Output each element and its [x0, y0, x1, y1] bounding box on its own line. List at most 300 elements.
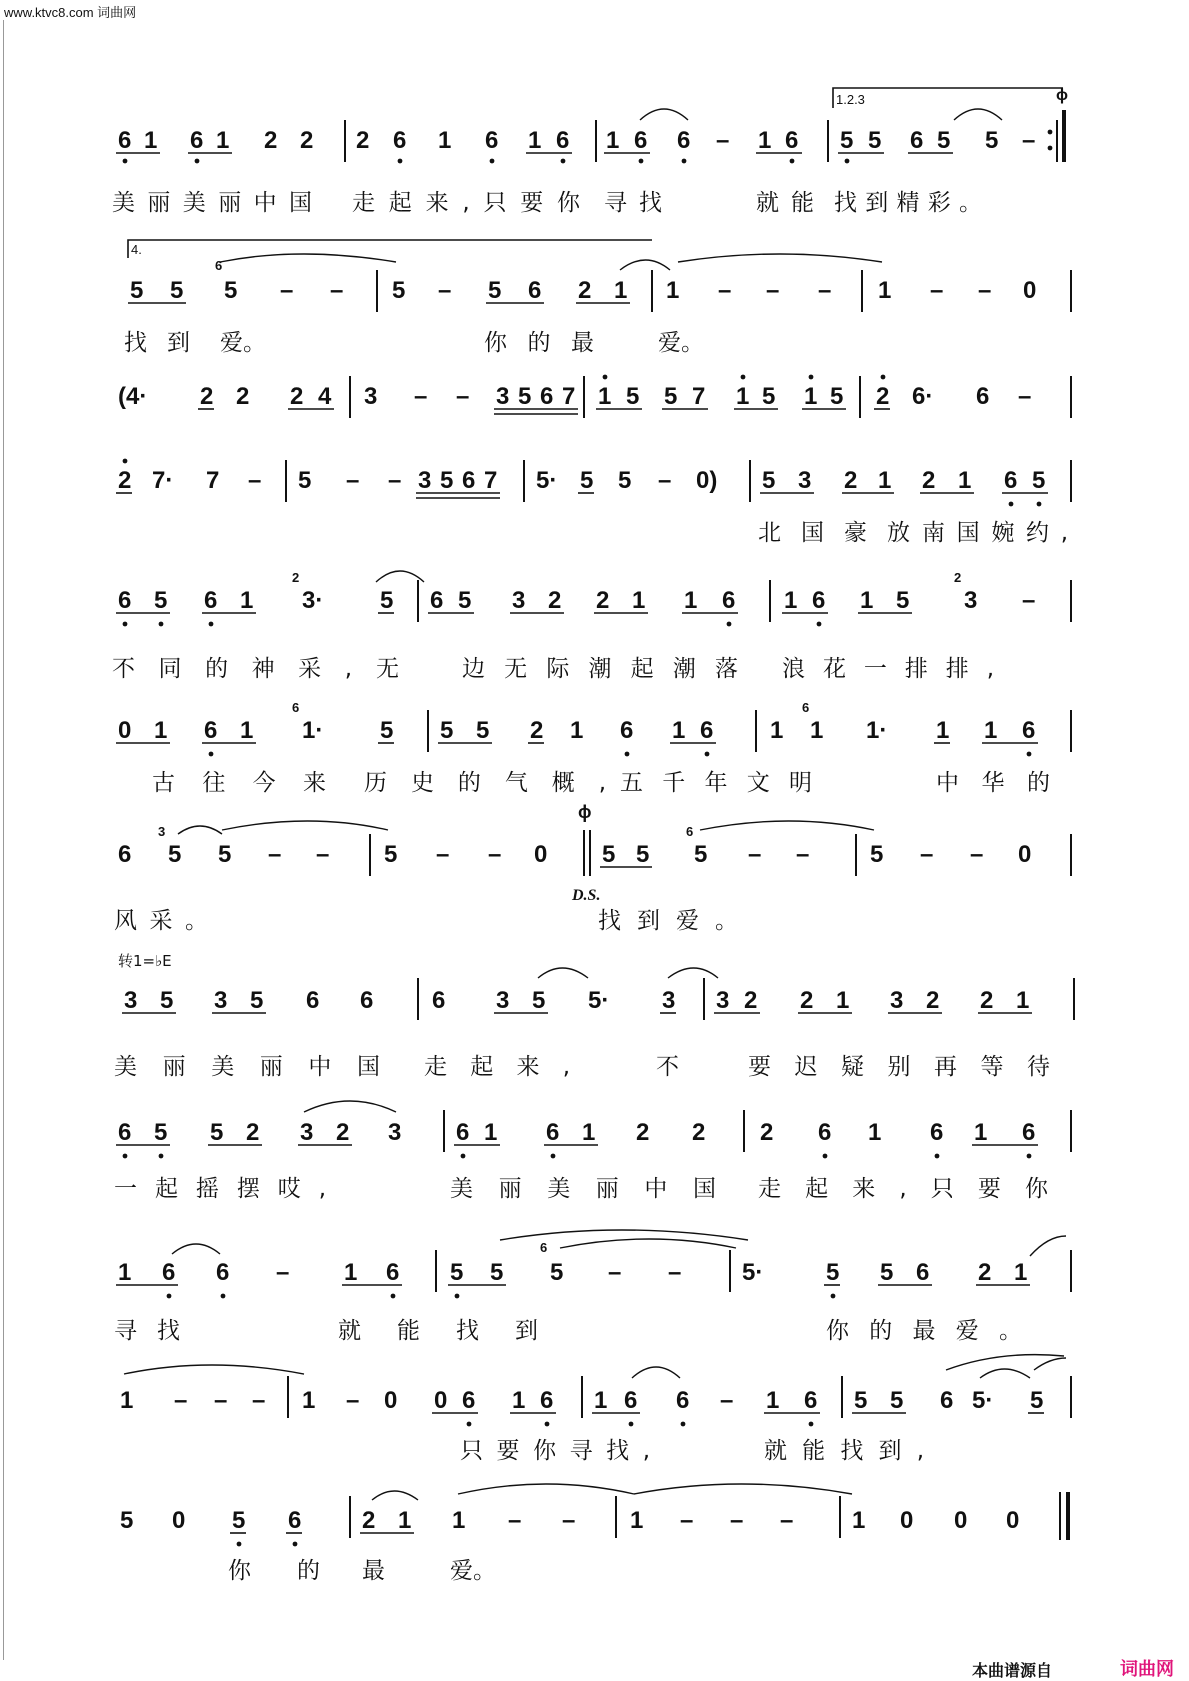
- svg-text:1: 1: [632, 587, 646, 614]
- svg-text:1: 1: [154, 717, 168, 744]
- svg-text:–: –: [562, 1507, 576, 1534]
- lyric: 只要你寻找,: [460, 1438, 650, 1464]
- score-line-7: [114, 802, 1071, 934]
- svg-text:1: 1: [582, 1119, 596, 1146]
- svg-text:6: 6: [624, 1387, 638, 1414]
- svg-text:–: –: [488, 841, 502, 868]
- svg-text:3: 3: [364, 383, 378, 410]
- lyric: 你的: [228, 1558, 320, 1584]
- svg-text:5: 5: [120, 1507, 134, 1534]
- svg-text:1: 1: [758, 127, 772, 154]
- svg-text:5: 5: [550, 1259, 564, 1286]
- svg-text:–: –: [346, 1387, 360, 1414]
- svg-text:5: 5: [1030, 1387, 1044, 1414]
- svg-text:5: 5: [985, 127, 999, 154]
- svg-text:0: 0: [954, 1507, 968, 1534]
- svg-text:6: 6: [546, 1119, 560, 1146]
- svg-text:1: 1: [860, 587, 874, 614]
- svg-text:1: 1: [484, 1119, 498, 1146]
- svg-text:0: 0: [900, 1507, 914, 1534]
- svg-text:–: –: [1022, 127, 1036, 154]
- svg-text:6: 6: [292, 700, 300, 715]
- svg-text:5: 5: [154, 1119, 168, 1146]
- svg-text:–: –: [316, 841, 330, 868]
- lyric: 美丽美丽中国: [450, 1176, 716, 1202]
- svg-text:1: 1: [836, 987, 850, 1014]
- svg-text:–: –: [930, 277, 944, 304]
- svg-text:–: –: [608, 1259, 622, 1286]
- svg-text:5: 5: [618, 467, 632, 494]
- svg-text:6: 6: [204, 717, 218, 744]
- svg-text:5: 5: [440, 717, 454, 744]
- lyric: 中华的: [936, 770, 1050, 796]
- svg-text:–: –: [268, 841, 282, 868]
- score-line-12: [120, 1484, 1068, 1584]
- svg-text:6: 6: [540, 383, 554, 410]
- svg-text:5: 5: [854, 1387, 868, 1414]
- coda-mark: ɸ: [578, 802, 592, 822]
- svg-text:5: 5: [170, 277, 184, 304]
- svg-text:–: –: [668, 1259, 682, 1286]
- svg-text:3: 3: [512, 587, 526, 614]
- svg-text:5: 5: [518, 383, 532, 410]
- volta-bracket: [833, 88, 1063, 108]
- lyric: 爱。: [658, 330, 704, 356]
- svg-text:–: –: [414, 383, 428, 410]
- lyric: 一起摇摆哎,: [114, 1176, 326, 1202]
- lyric: 最: [362, 1558, 385, 1584]
- lyric: 要迟疑别再等待: [748, 1054, 1050, 1080]
- score-line-3: [118, 375, 1071, 418]
- svg-text:2: 2: [800, 987, 814, 1014]
- svg-text:6: 6: [804, 1387, 818, 1414]
- svg-text:1: 1: [512, 1387, 526, 1414]
- svg-text:–: –: [438, 277, 452, 304]
- svg-text:–: –: [970, 841, 984, 868]
- lyric: 找到爱。: [598, 908, 738, 934]
- svg-text:2: 2: [200, 383, 214, 410]
- score-line-8: [114, 968, 1074, 1080]
- svg-text:2: 2: [246, 1119, 260, 1146]
- svg-text:2: 2: [530, 717, 544, 744]
- lyric: 找到精彩。: [834, 190, 982, 216]
- svg-text:–: –: [214, 1387, 228, 1414]
- svg-text:1: 1: [984, 717, 998, 744]
- svg-text:6: 6: [722, 587, 736, 614]
- svg-text:5: 5: [826, 1259, 840, 1286]
- svg-text:5: 5: [1032, 467, 1046, 494]
- svg-text:2: 2: [978, 1259, 992, 1286]
- svg-text:1: 1: [302, 1387, 316, 1414]
- svg-text:1: 1: [144, 127, 158, 154]
- svg-text:5: 5: [224, 277, 238, 304]
- ds-mark: D.S.: [572, 887, 601, 904]
- score-line-5: [112, 570, 1071, 682]
- score-line-4: [116, 459, 1071, 546]
- lyric: 无: [376, 656, 399, 682]
- svg-text:5: 5: [762, 383, 776, 410]
- svg-text:5: 5: [168, 841, 182, 868]
- svg-text:1: 1: [958, 467, 972, 494]
- svg-text:6: 6: [700, 717, 714, 744]
- lyric: 你的最爱。: [826, 1318, 1022, 1344]
- svg-text:–: –: [718, 277, 732, 304]
- svg-text:5·: 5·: [742, 1259, 764, 1286]
- svg-text:5: 5: [870, 841, 884, 868]
- svg-text:1: 1: [770, 717, 784, 744]
- svg-text:6: 6: [634, 127, 648, 154]
- svg-text:–: –: [720, 1387, 734, 1414]
- lyric: 走起来,: [424, 1054, 570, 1080]
- svg-text:0): 0): [696, 467, 718, 494]
- svg-text:6: 6: [190, 127, 204, 154]
- svg-text:6·: 6·: [912, 383, 934, 410]
- svg-text:3: 3: [214, 987, 228, 1014]
- lyric: 北国豪放: [758, 520, 910, 546]
- svg-text:5: 5: [762, 467, 776, 494]
- svg-text:3: 3: [798, 467, 812, 494]
- svg-text:6: 6: [462, 1387, 476, 1414]
- lyric: 寻找: [604, 190, 662, 216]
- source-footer: 本曲谱源自: [972, 1661, 1053, 1680]
- svg-text:1: 1: [736, 383, 750, 410]
- svg-text:6: 6: [940, 1387, 954, 1414]
- svg-text:1: 1: [1016, 987, 1030, 1014]
- svg-text:1: 1: [240, 717, 254, 744]
- lyric: 不同的神采,: [112, 656, 352, 682]
- svg-text:6: 6: [976, 383, 990, 410]
- svg-text:–: –: [1022, 587, 1036, 614]
- score-line-9: [114, 1101, 1071, 1202]
- score-line-2: [124, 240, 1071, 356]
- svg-text:3: 3: [496, 383, 510, 410]
- svg-text:1: 1: [594, 1387, 608, 1414]
- svg-text:6: 6: [676, 1387, 690, 1414]
- svg-text:6: 6: [1022, 717, 1036, 744]
- lyric: 古往今来: [152, 770, 326, 796]
- svg-text:2: 2: [596, 587, 610, 614]
- svg-text:–: –: [680, 1507, 694, 1534]
- svg-text:1: 1: [598, 383, 612, 410]
- svg-text:3: 3: [300, 1119, 314, 1146]
- site-logo: 词曲网: [1120, 1659, 1174, 1680]
- score-line-10: [114, 1230, 1071, 1344]
- svg-text:5: 5: [580, 467, 594, 494]
- svg-text:1: 1: [666, 277, 680, 304]
- svg-text:5: 5: [392, 277, 406, 304]
- svg-text:6: 6: [118, 841, 132, 868]
- svg-text:6: 6: [540, 1387, 554, 1414]
- svg-text:5: 5: [380, 587, 394, 614]
- svg-text:5: 5: [154, 587, 168, 614]
- svg-text:5: 5: [440, 467, 454, 494]
- svg-text:2: 2: [236, 383, 250, 410]
- svg-text:0: 0: [172, 1507, 186, 1534]
- lyric: 风采。: [114, 908, 208, 934]
- score-line-1: [112, 87, 1068, 216]
- svg-text:3: 3: [388, 1119, 402, 1146]
- svg-text:2: 2: [980, 987, 994, 1014]
- svg-text:–: –: [248, 467, 262, 494]
- svg-text:6: 6: [288, 1507, 302, 1534]
- lyric: 边无际潮起潮落: [462, 656, 738, 682]
- svg-text:6: 6: [540, 1240, 548, 1255]
- svg-text:0: 0: [434, 1387, 448, 1414]
- lyric: 就能: [756, 190, 814, 216]
- svg-text:5: 5: [890, 1387, 904, 1414]
- svg-text:0: 0: [1006, 1507, 1020, 1534]
- svg-text:3: 3: [890, 987, 904, 1014]
- svg-text:–: –: [508, 1507, 522, 1534]
- svg-text:2: 2: [578, 277, 592, 304]
- svg-text:5·: 5·: [588, 987, 610, 1014]
- svg-text:–: –: [330, 277, 344, 304]
- svg-text:5: 5: [896, 587, 910, 614]
- lyric: 美丽美丽中国: [114, 1054, 380, 1080]
- svg-text:6: 6: [162, 1259, 176, 1286]
- lyric: 南国婉约,: [922, 520, 1068, 546]
- svg-text:1: 1: [344, 1259, 358, 1286]
- svg-text:2: 2: [744, 987, 758, 1014]
- svg-text:6: 6: [306, 987, 320, 1014]
- svg-text:1: 1: [804, 383, 818, 410]
- svg-text:2: 2: [692, 1119, 706, 1146]
- svg-text:5: 5: [450, 1259, 464, 1286]
- svg-text:6: 6: [910, 127, 924, 154]
- svg-text:5: 5: [298, 467, 312, 494]
- svg-text:–: –: [388, 467, 402, 494]
- svg-text:5: 5: [937, 127, 951, 154]
- svg-text:–: –: [456, 383, 470, 410]
- svg-text:5: 5: [840, 127, 854, 154]
- svg-text:0: 0: [384, 1387, 398, 1414]
- lyric: 爱。: [220, 330, 266, 356]
- svg-text:5: 5: [602, 841, 616, 868]
- svg-text:6: 6: [1022, 1119, 1036, 1146]
- svg-text:5: 5: [490, 1259, 504, 1286]
- svg-text:5: 5: [476, 717, 490, 744]
- svg-text:5: 5: [250, 987, 264, 1014]
- svg-text:6: 6: [916, 1259, 930, 1286]
- svg-text:5: 5: [830, 383, 844, 410]
- svg-text:1: 1: [614, 277, 628, 304]
- lyric: 你的最: [484, 330, 594, 356]
- svg-text:–: –: [818, 277, 832, 304]
- svg-text:6: 6: [556, 127, 570, 154]
- svg-text:5: 5: [488, 277, 502, 304]
- svg-text:7: 7: [206, 467, 220, 494]
- svg-text:2: 2: [356, 127, 370, 154]
- svg-text:1: 1: [936, 717, 950, 744]
- svg-text:–: –: [978, 277, 992, 304]
- svg-text:2: 2: [362, 1507, 376, 1534]
- svg-text:5: 5: [636, 841, 650, 868]
- svg-text:6: 6: [118, 127, 132, 154]
- svg-text:–: –: [280, 277, 294, 304]
- svg-text:6: 6: [386, 1259, 400, 1286]
- svg-text:1·: 1·: [302, 717, 324, 744]
- svg-text:5: 5: [210, 1119, 224, 1146]
- svg-text:6: 6: [360, 987, 374, 1014]
- svg-text:6: 6: [216, 1259, 230, 1286]
- svg-text:–: –: [346, 467, 360, 494]
- svg-text:5: 5: [532, 987, 546, 1014]
- svg-text:1: 1: [878, 277, 892, 304]
- svg-text:3·: 3·: [302, 587, 324, 614]
- svg-text:2: 2: [844, 467, 858, 494]
- svg-text:6: 6: [430, 587, 444, 614]
- svg-text:6: 6: [620, 717, 634, 744]
- svg-text:–: –: [766, 277, 780, 304]
- svg-text:3: 3: [716, 987, 730, 1014]
- svg-text:0: 0: [118, 717, 132, 744]
- svg-text:1: 1: [118, 1259, 132, 1286]
- svg-text:6: 6: [686, 824, 694, 839]
- svg-text:–: –: [658, 467, 672, 494]
- svg-text:2: 2: [926, 987, 940, 1014]
- lyric: 走起来,只要你: [352, 190, 580, 216]
- svg-text:6: 6: [393, 127, 407, 154]
- svg-text:4: 4: [318, 383, 332, 410]
- svg-text:6: 6: [785, 127, 799, 154]
- svg-text:6: 6: [204, 587, 218, 614]
- volta-label: 1.2.3: [836, 92, 865, 107]
- svg-text:1: 1: [974, 1119, 988, 1146]
- svg-text:2: 2: [954, 570, 962, 585]
- svg-text:0: 0: [534, 841, 548, 868]
- svg-text:6: 6: [528, 277, 542, 304]
- lyric: 不: [656, 1054, 679, 1080]
- svg-text:–: –: [436, 841, 450, 868]
- svg-text:(4·: (4·: [118, 383, 148, 410]
- svg-text:1: 1: [120, 1387, 134, 1414]
- svg-text:7: 7: [484, 467, 498, 494]
- svg-text:3: 3: [158, 824, 166, 839]
- svg-text:–: –: [748, 841, 762, 868]
- score-line-11: [120, 1355, 1071, 1464]
- svg-text:3: 3: [662, 987, 676, 1014]
- svg-text:2: 2: [636, 1119, 650, 1146]
- svg-text:–: –: [1018, 383, 1032, 410]
- svg-text:5: 5: [868, 127, 882, 154]
- svg-text:5: 5: [384, 841, 398, 868]
- svg-text:1: 1: [672, 717, 686, 744]
- svg-text:1: 1: [852, 1507, 866, 1534]
- svg-text:2: 2: [292, 570, 300, 585]
- svg-text:5: 5: [694, 841, 708, 868]
- svg-text:1: 1: [766, 1387, 780, 1414]
- svg-text:6: 6: [930, 1119, 944, 1146]
- key-change-label: 转1=♭E: [118, 952, 172, 970]
- svg-text:1: 1: [684, 587, 698, 614]
- site-header: www.ktvc8.com 词曲网: [4, 5, 137, 20]
- svg-text:2: 2: [290, 383, 304, 410]
- svg-text:6: 6: [818, 1119, 832, 1146]
- svg-text:1: 1: [570, 717, 584, 744]
- svg-text:–: –: [276, 1259, 290, 1286]
- svg-text:6: 6: [1004, 467, 1018, 494]
- svg-text:5: 5: [380, 717, 394, 744]
- lyric: 美丽美丽中国: [112, 190, 312, 216]
- svg-text:1: 1: [784, 587, 798, 614]
- svg-text:6: 6: [802, 700, 810, 715]
- svg-text:7: 7: [692, 383, 706, 410]
- lyric: 五千年文明: [620, 770, 812, 796]
- svg-text:–: –: [252, 1387, 266, 1414]
- svg-text:2: 2: [760, 1119, 774, 1146]
- svg-text:5: 5: [880, 1259, 894, 1286]
- svg-text:6: 6: [812, 587, 826, 614]
- svg-text:1: 1: [398, 1507, 412, 1534]
- svg-text:5: 5: [232, 1507, 246, 1534]
- lyric: 寻找: [114, 1318, 180, 1344]
- svg-text:2: 2: [300, 127, 314, 154]
- svg-text:6: 6: [118, 1119, 132, 1146]
- svg-text:2: 2: [336, 1119, 350, 1146]
- lyric: 找到: [124, 330, 190, 356]
- volta-label: 4.: [131, 242, 142, 257]
- svg-text:5: 5: [160, 987, 174, 1014]
- svg-text:6: 6: [432, 987, 446, 1014]
- svg-text:2: 2: [118, 467, 132, 494]
- svg-text:1: 1: [606, 127, 620, 154]
- svg-text:1·: 1·: [866, 717, 888, 744]
- lyric: 走起来,只要你: [758, 1176, 1048, 1202]
- svg-text:–: –: [730, 1507, 744, 1534]
- svg-text:7·: 7·: [152, 467, 174, 494]
- volta-bracket: [128, 240, 652, 258]
- svg-text:0: 0: [1023, 277, 1037, 304]
- svg-text:6: 6: [677, 127, 691, 154]
- svg-text:3: 3: [124, 987, 138, 1014]
- svg-text:1: 1: [438, 127, 452, 154]
- coda-mark: ɸ: [1056, 87, 1068, 104]
- svg-text:0: 0: [1018, 841, 1032, 868]
- svg-text:5: 5: [458, 587, 472, 614]
- svg-text:6: 6: [462, 467, 476, 494]
- lyric: 爱。: [450, 1558, 496, 1584]
- svg-text:–: –: [716, 127, 730, 154]
- svg-text:–: –: [174, 1387, 188, 1414]
- svg-text:5: 5: [626, 383, 640, 410]
- svg-text:3: 3: [496, 987, 510, 1014]
- svg-text:3: 3: [418, 467, 432, 494]
- svg-text:5·: 5·: [536, 467, 558, 494]
- lyric: 浪花一排排,: [782, 656, 994, 682]
- svg-text:5: 5: [130, 277, 144, 304]
- svg-text:–: –: [780, 1507, 794, 1534]
- svg-text:1: 1: [452, 1507, 466, 1534]
- svg-text:1: 1: [1014, 1259, 1028, 1286]
- svg-text:5·: 5·: [972, 1387, 994, 1414]
- svg-text:1: 1: [868, 1119, 882, 1146]
- svg-text:1: 1: [878, 467, 892, 494]
- svg-text:1: 1: [810, 717, 824, 744]
- lyric: 就能找到: [338, 1318, 538, 1344]
- svg-text:6: 6: [215, 258, 223, 273]
- lyric: 历史的气概,: [364, 770, 606, 796]
- svg-text:6: 6: [485, 127, 499, 154]
- svg-text:–: –: [796, 841, 810, 868]
- svg-text:1: 1: [630, 1507, 644, 1534]
- score-line-6: [116, 700, 1071, 796]
- svg-text:1: 1: [240, 587, 254, 614]
- svg-text:2: 2: [548, 587, 562, 614]
- svg-text:1: 1: [528, 127, 542, 154]
- svg-text:6: 6: [118, 587, 132, 614]
- svg-text:2: 2: [264, 127, 278, 154]
- svg-text:6: 6: [456, 1119, 470, 1146]
